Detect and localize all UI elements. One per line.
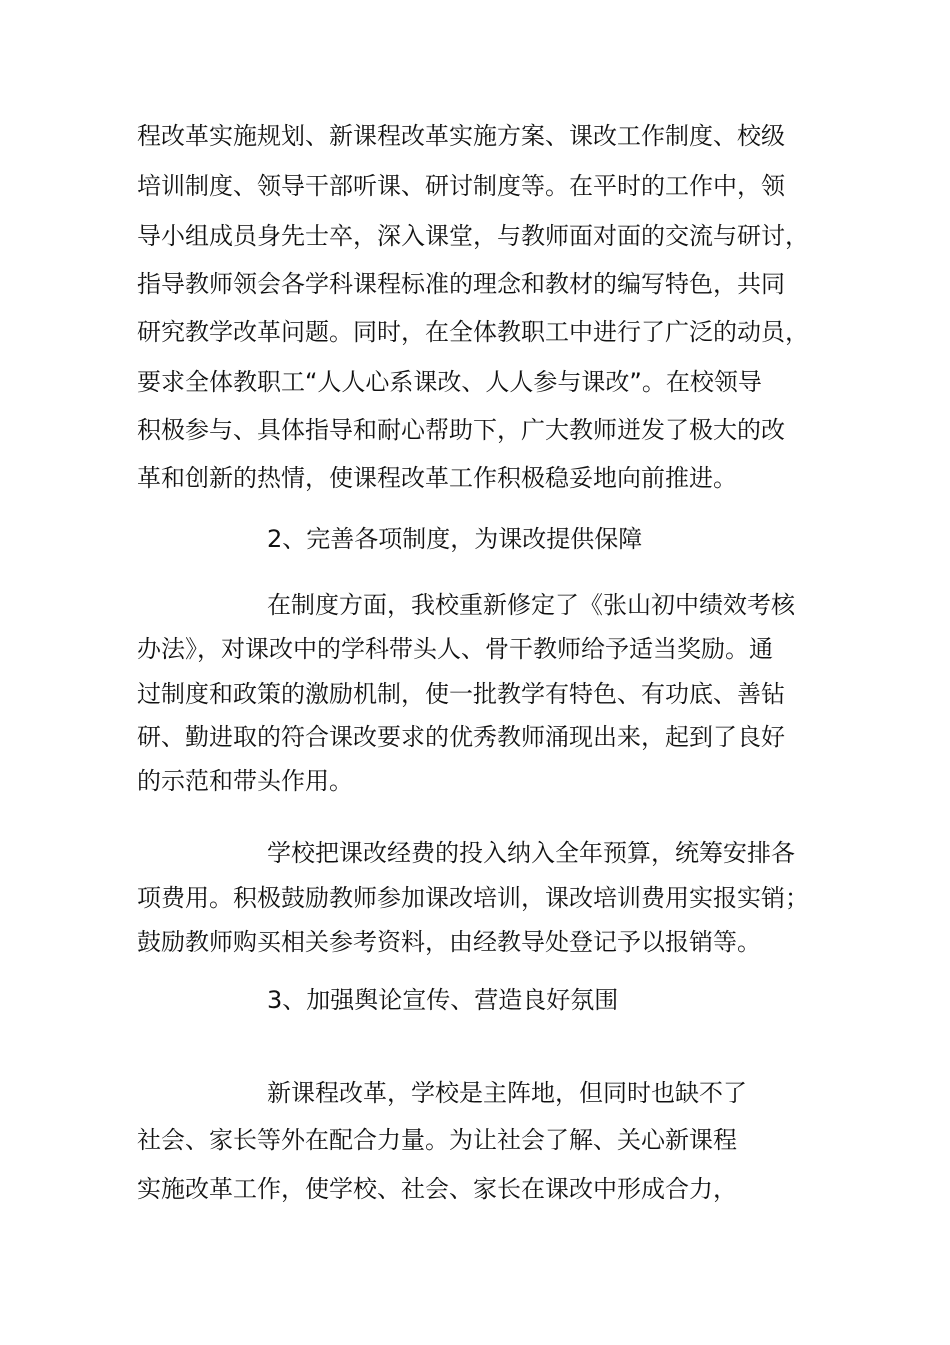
paragraph-1-line: 程改革实施规划、新课程改革实施方案、课改工作制度、校级 bbox=[137, 122, 785, 150]
paragraph-1-line: 指导教师领会各学科课程标准的理念和教材的编写特色，共同 bbox=[137, 270, 785, 298]
section-heading-3: 3、加强舆论宣传、营造良好氛围 bbox=[267, 986, 619, 1014]
paragraph-2-line: 的示范和带头作用。 bbox=[137, 767, 353, 795]
paragraph-2-line: 过制度和政策的激励机制，使一批教学有特色、有功底、善钻 bbox=[137, 680, 785, 708]
paragraph-1-line: 积极参与、具体指导和耐心帮助下，广大教师迸发了极大的改 bbox=[137, 416, 785, 444]
paragraph-2-line: 办法》，对课改中的学科带头人、骨干教师给予适当奖励。通 bbox=[137, 635, 773, 663]
paragraph-3-line: 项费用。积极鼓励教师参加课改培训，课改培训费用实报实销； bbox=[137, 884, 809, 912]
paragraph-1-line: 培训制度、领导干部听课、研讨制度等。在平时的工作中，领 bbox=[137, 172, 785, 200]
paragraph-3-line: 鼓励教师购买相关参考资料，由经教导处登记予以报销等。 bbox=[137, 928, 761, 956]
paragraph-4-line: 新课程改革，学校是主阵地，但同时也缺不了 bbox=[267, 1079, 747, 1107]
paragraph-3-line: 学校把课改经费的投入纳入全年预算，统筹安排各 bbox=[267, 839, 795, 867]
paragraph-1-line: 革和创新的热情，使课程改革工作积极稳妥地向前推进。 bbox=[137, 464, 737, 492]
paragraph-1-line: 要求全体教职工“人人心系课改、人人参与课改”。在校领导 bbox=[137, 368, 762, 396]
paragraph-4-line: 实施改革工作，使学校、社会、家长在课改中形成合力， bbox=[137, 1175, 737, 1203]
paragraph-2-line: 研、勤进取的符合课改要求的优秀教师涌现出来，起到了良好 bbox=[137, 723, 785, 751]
paragraph-1-line: 导小组成员身先士卒，深入课堂，与教师面对面的交流与研讨， bbox=[137, 222, 809, 250]
paragraph-2-line: 在制度方面，我校重新修定了《张山初中绩效考核 bbox=[267, 591, 795, 619]
paragraph-1-line: 研究教学改革问题。同时，在全体教职工中进行了广泛的动员， bbox=[137, 318, 809, 346]
section-heading-2: 2、完善各项制度，为课改提供保障 bbox=[267, 525, 643, 553]
paragraph-4-line: 社会、家长等外在配合力量。为让社会了解、关心新课程 bbox=[137, 1126, 737, 1154]
